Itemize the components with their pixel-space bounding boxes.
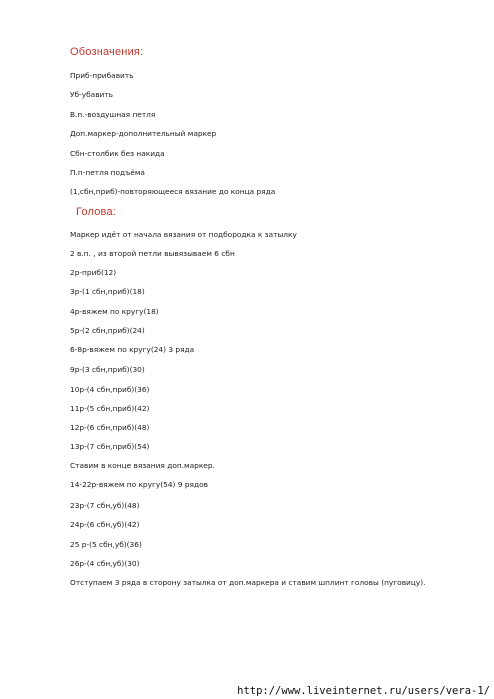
pattern-line: 12р-(6 сбн,приб)(48) [70, 423, 150, 432]
pattern-line: 3р-(1 сбн,приб)(18) [70, 287, 145, 296]
head-section-heading: Голова: [76, 206, 117, 218]
legend-item: Доп.маркер-дополнительный маркер [70, 129, 217, 138]
pattern-line: Ставим в конце вязания доп.маркер. [70, 461, 215, 470]
legend-item: Приб-прибавить [70, 71, 134, 80]
pattern-line: 2 в.п. , из второй петли вывязываем 6 сбн [70, 249, 235, 258]
source-url-link[interactable]: http://www.liveinternet.ru/users/vera-1/ [237, 685, 490, 697]
pattern-line: 11р-(5 сбн,приб)(42) [70, 404, 150, 413]
pattern-line: 5р-(2 сбн,приб)(24) [70, 326, 145, 335]
legend-item: Сбн-столбик без накида [70, 149, 165, 158]
pattern-line: Отступаем 3 ряда в сторону затылка от доп.маркера и ставим шплинт головы (пуговицу). [70, 578, 426, 587]
legend-item: (1,сбн,приб)-повторяющееся вязание до конца ряда [70, 187, 276, 196]
pattern-line: 25 р-(5 сбн,уб)(36) [70, 540, 142, 549]
pattern-line: 4р-вяжем по кругу(18) [70, 307, 159, 316]
pattern-line: 23р-(7 сбн,уб)(48) [70, 501, 140, 510]
legend-heading: Обозначения: [70, 46, 144, 58]
pattern-line: 2р-приб(12) [70, 268, 117, 277]
pattern-line: 10р-(4 сбн,приб)(36) [70, 385, 150, 394]
legend-item: П.п-петля подъёма [70, 168, 145, 177]
pattern-line: 26р-(4 сбн,уб)(30) [70, 559, 140, 568]
pattern-line: Маркер идёт от начала вязания от подбородка к затылку [70, 230, 297, 239]
legend-item: Уб-убавить [70, 90, 114, 99]
legend-item: В.п.-воздушная петля [70, 110, 156, 119]
pattern-line: 24р-(6 сбн,уб)(42) [70, 520, 140, 529]
pattern-line: 6-8р-вяжем по кругу(24) 3 ряда [70, 345, 195, 354]
pattern-line: 13р-(7 сбн,приб)(54) [70, 442, 150, 451]
pattern-line: 14-22р-вяжем по кругу(54) 9 рядов [70, 480, 208, 489]
pattern-line: 9р-(3 сбн,приб)(30) [70, 365, 145, 374]
